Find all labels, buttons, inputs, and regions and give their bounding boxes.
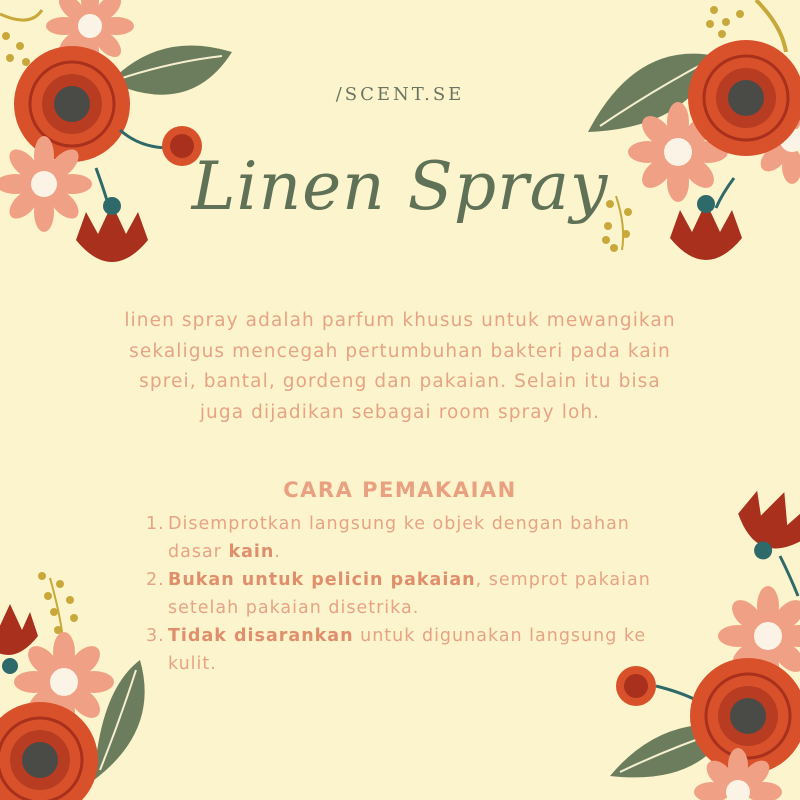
usage-heading: CARA PEMAKAIAN xyxy=(283,478,517,502)
brand-name: /SCENT.SE xyxy=(335,84,465,105)
step-emphasis: kain xyxy=(228,542,275,562)
floral-decoration-bottom-left xyxy=(0,560,170,800)
usage-step xyxy=(146,510,676,566)
usage-steps-list xyxy=(146,510,676,678)
intro-paragraph: linen spray adalah parfum khusus untuk mewangikan sekaligus mencegah pertumbuhan bakteri pada kain sprei, bantal, gordeng dan pakaian. Selain itu bisa juga dijadikan sebagai room spray loh. xyxy=(124,310,676,423)
step-number: 1. xyxy=(146,514,165,534)
step-text-end: . xyxy=(274,542,281,562)
page-title: Linen Spray xyxy=(191,148,609,225)
step-text-end: untuk digunakan langsung ke kulit. xyxy=(168,626,647,674)
step-emphasis: Bukan untuk pelicin pakaian xyxy=(168,570,476,590)
step-emphasis: Tidak disarankan xyxy=(168,626,354,646)
step-text: Disemprotkan langsung ke objek dengan bahan dasar xyxy=(168,514,630,562)
floral-decoration-top-right xyxy=(586,0,800,280)
floral-decoration-top-left xyxy=(0,0,240,290)
step-number: 3. xyxy=(146,626,165,646)
usage-step xyxy=(146,622,676,678)
step-text-end: , semprot pakaian setelah pakaian disetrika. xyxy=(168,570,651,618)
rose-icon xyxy=(0,702,98,800)
usage-step xyxy=(146,566,676,622)
step-number: 2. xyxy=(146,570,165,590)
